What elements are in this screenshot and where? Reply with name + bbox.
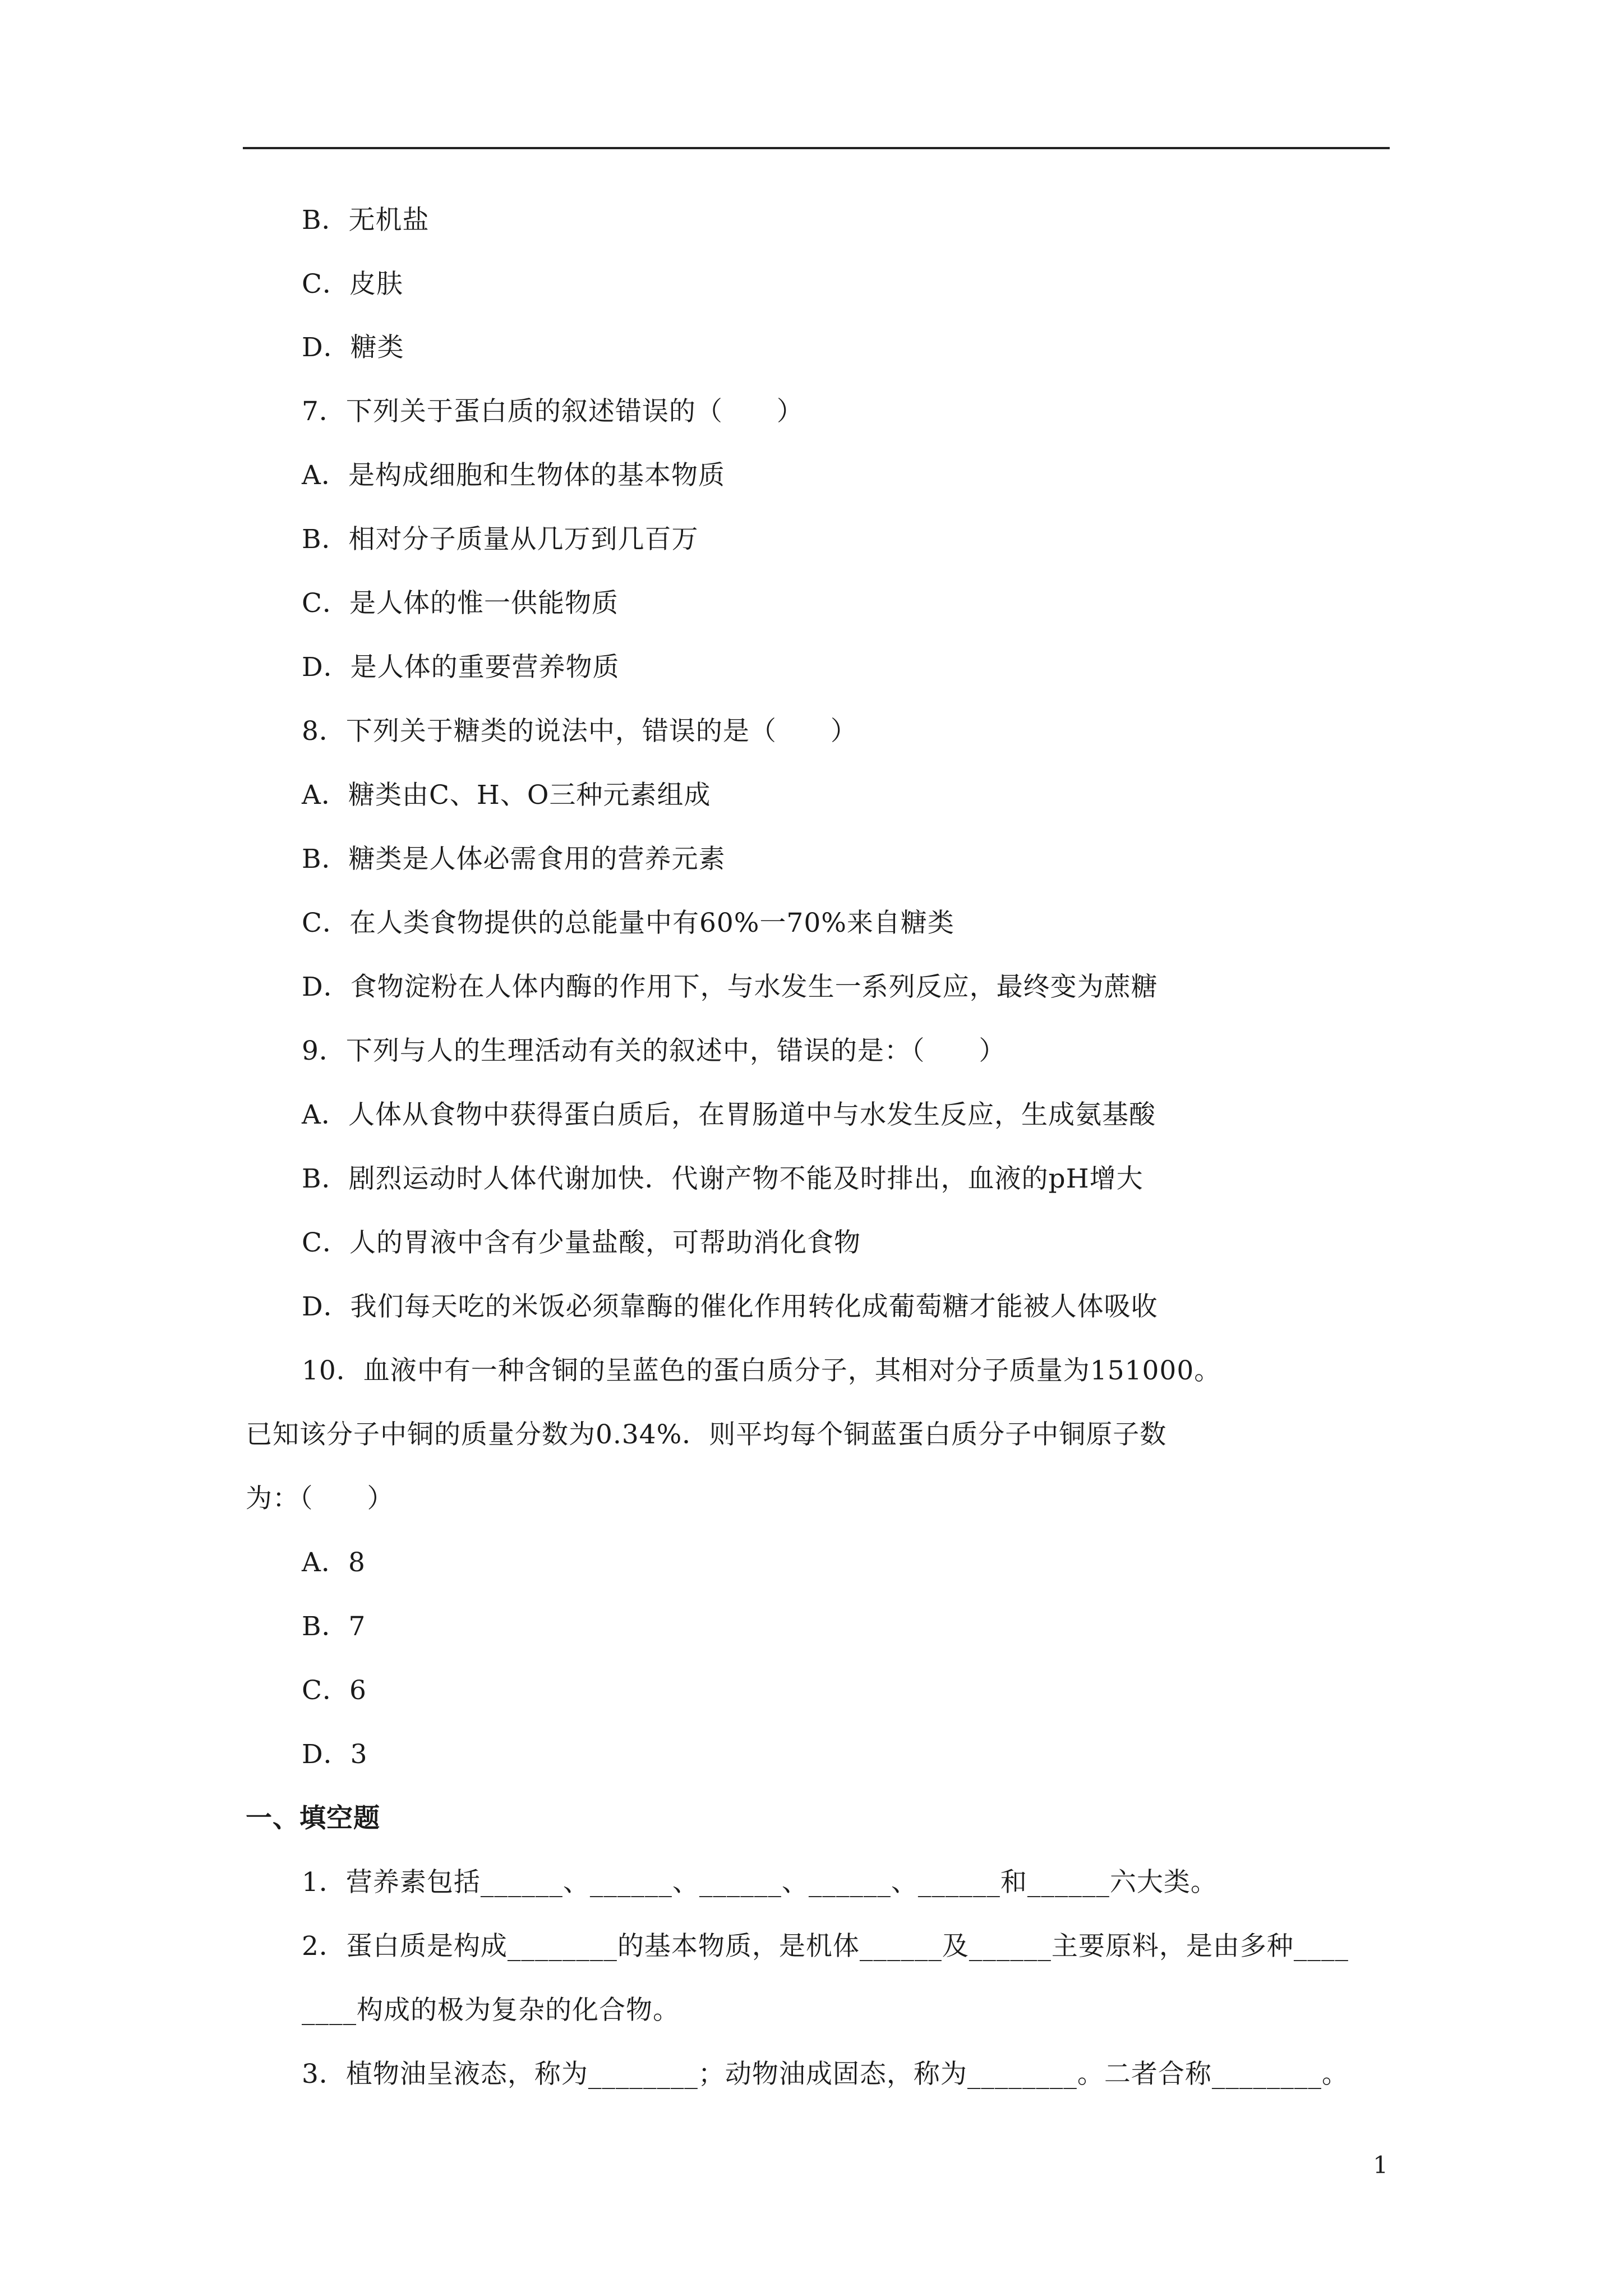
question-10-option-b: B．7 bbox=[302, 1611, 366, 1642]
question-9: 9．下列与人的生理活动有关的叙述中，错误的是：（ ） bbox=[302, 1036, 1006, 1066]
question-8: 8．下列关于糖类的说法中，错误的是（ ） bbox=[302, 716, 857, 747]
header-rule bbox=[243, 147, 1390, 149]
question-8-option-d: D．食物淀粉在人体内酶的作用下，与水发生一系列反应，最终变为蔗糖 bbox=[302, 972, 1158, 1002]
option-c-skin: C．皮肤 bbox=[302, 269, 403, 300]
question-7-option-d: D．是人体的重要营养物质 bbox=[302, 652, 620, 683]
question-10-option-a: A．8 bbox=[302, 1547, 366, 1578]
option-b-inorganic-salt: B．无机盐 bbox=[302, 205, 430, 236]
question-8-option-b: B．糖类是人体必需食用的营养元素 bbox=[302, 844, 726, 875]
question-10-line-3: 为：（ ） bbox=[246, 1483, 394, 1514]
question-10-line-1: 10．血液中有一种含铜的呈蓝色的蛋白质分子，其相对分子质量为151000。 bbox=[302, 1355, 1221, 1386]
fill-question-1: 1．营养素包括______、______、______、______、______和______六大类。 bbox=[302, 1867, 1218, 1898]
fill-question-3: 3．植物油呈液态，称为________；动物油成固态，称为________。二者合称________。 bbox=[302, 2059, 1349, 2090]
fill-question-2-line-1: 2．蛋白质是构成________的基本物质，是机体______及______主要原料，是由多种____ bbox=[302, 1931, 1349, 1962]
question-8-option-a: A．糖类由C、H、O三种元素组成 bbox=[302, 780, 711, 811]
fill-question-2-line-2: ____构成的极为复杂的化合物。 bbox=[302, 1995, 680, 2026]
question-10-option-d: D．3 bbox=[302, 1739, 368, 1770]
question-7-option-c: C．是人体的惟一供能物质 bbox=[302, 588, 619, 619]
question-10-line-2: 已知该分子中铜的质量分数为0.34%．则平均每个铜蓝蛋白质分子中铜原子数 bbox=[246, 1419, 1167, 1450]
question-7-option-b: B．相对分子质量从几万到几百万 bbox=[302, 524, 699, 555]
option-d-sugars: D．糖类 bbox=[302, 332, 404, 363]
question-9-option-b: B．剧烈运动时人体代谢加快．代谢产物不能及时排出，血液的pH增大 bbox=[302, 1163, 1144, 1194]
question-7-option-a: A．是构成细胞和生物体的基本物质 bbox=[302, 460, 725, 491]
question-8-option-c: C．在人类食物提供的总能量中有60%一70%来自糖类 bbox=[302, 908, 955, 938]
question-9-option-c: C．人的胃液中含有少量盐酸，可帮助消化食物 bbox=[302, 1227, 861, 1258]
question-9-option-a: A．人体从食物中获得蛋白质后，在胃肠道中与水发生反应，生成氨基酸 bbox=[302, 1099, 1156, 1130]
question-10-option-c: C．6 bbox=[302, 1675, 367, 1706]
section-heading-fill-in: 一、填空题 bbox=[246, 1803, 380, 1834]
question-9-option-d: D．我们每天吃的米饭必须靠酶的催化作用转化成葡萄糖才能被人体吸收 bbox=[302, 1291, 1158, 1322]
question-7: 7．下列关于蛋白质的叙述错误的（ ） bbox=[302, 396, 804, 427]
page-number: 1 bbox=[1373, 2151, 1388, 2179]
